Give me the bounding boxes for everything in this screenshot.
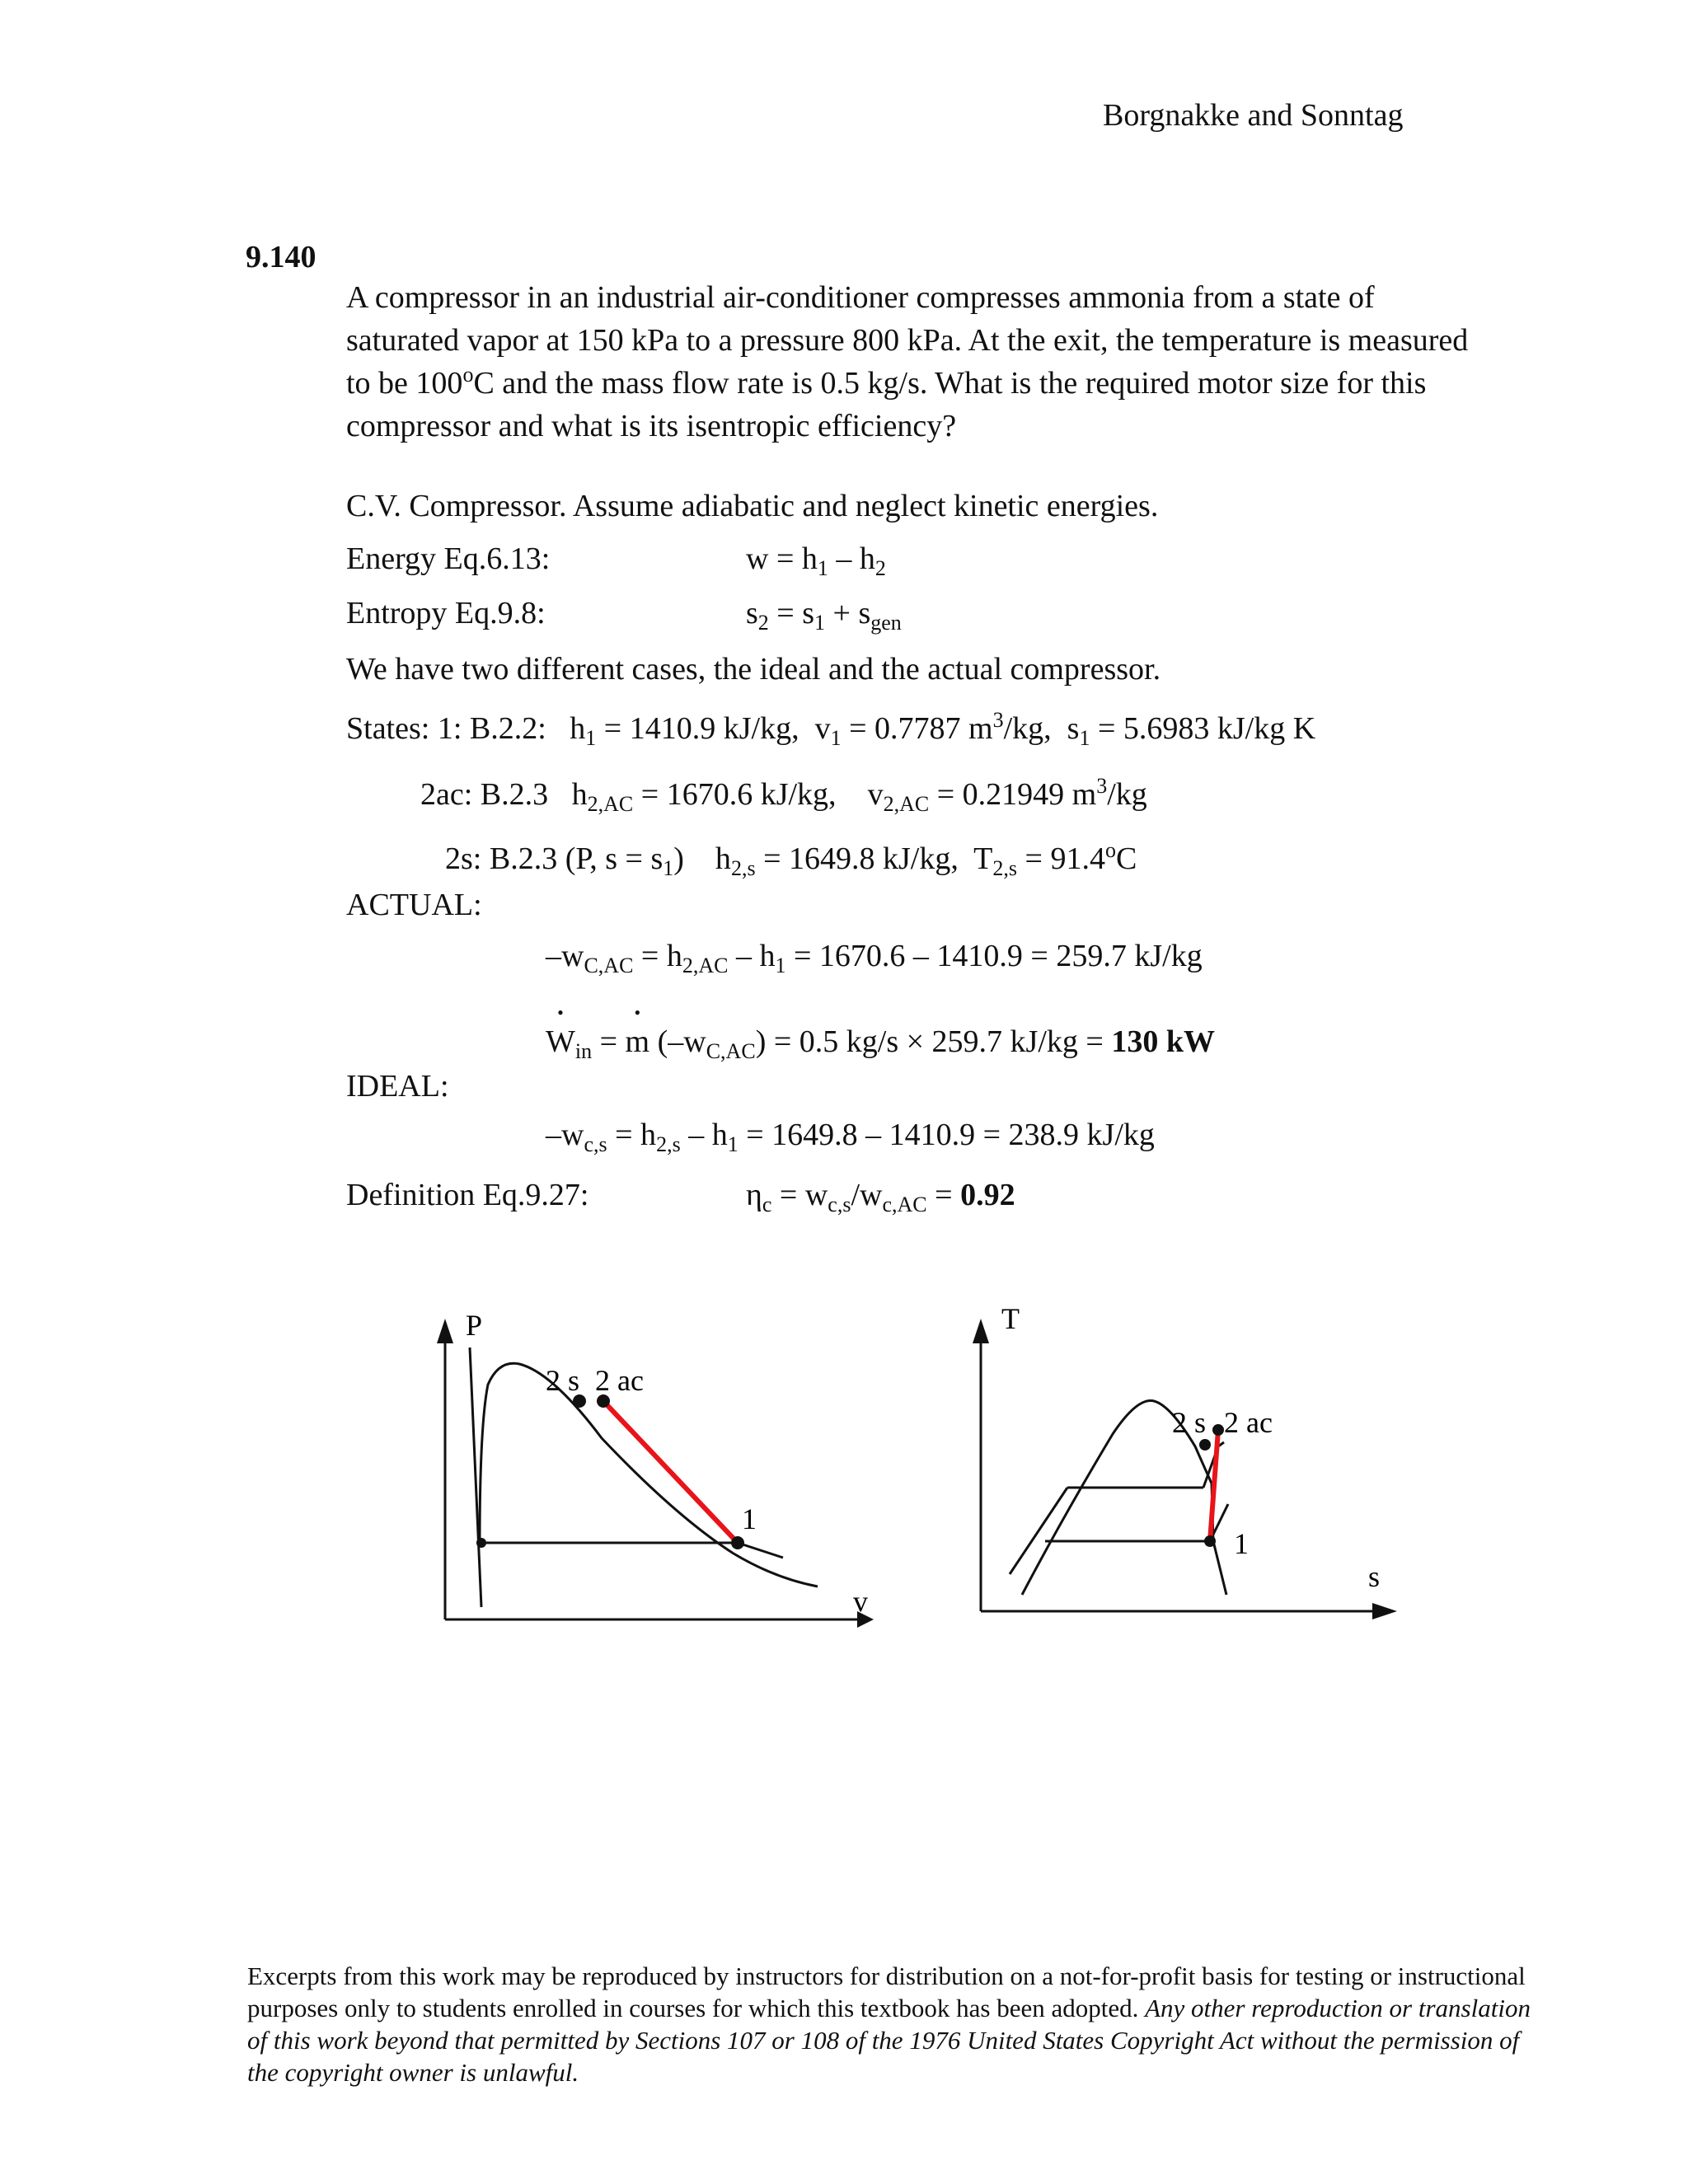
ts-s-label: s (1368, 1560, 1381, 1593)
pv-state-f (476, 1538, 486, 1548)
ideal-work-equation: $-w_{c,s} = h_{2,s} - h_1 = 1649.8 - 1410.9 = 238.9$ kJ/kg (546, 1118, 1155, 1156)
ts-label-1: 1 (1234, 1527, 1249, 1560)
pv-state-1 (731, 1536, 744, 1549)
pv-v-label: v (853, 1585, 868, 1618)
pv-p-label: P (466, 1309, 483, 1342)
power-result: 130 kW (1111, 1024, 1215, 1059)
efficiency-result: 0.92 (960, 1178, 1015, 1212)
efficiency-equation: $\eta_c = w_{c,s}/w_{c,AC} = 0.92$ (746, 1178, 1015, 1216)
state-1-line: States: 1: B.2.2: $h_1 = 1410.9$ kJ/kg, $v_1 = 0.7787$ $m^3/kg$, $s_1 = 5.6983$ kJ/kg K (346, 708, 1316, 750)
ts-label-2ac: 2 ac (1224, 1406, 1273, 1439)
cv-statement: C.V. Compressor. Assume adiabatic and neglect kinetic energies. (346, 489, 1159, 523)
cases-statement: We have two different cases, the ideal and the actual compressor. (346, 652, 1161, 687)
ideal-label: IDEAL: (346, 1069, 449, 1104)
state-2s-line: 2s: B.2.3 (P, $s = s_1$) $h_{2,s} = 1649.8$ kJ/kg, $T_{2,s} = 91.4^oC$ (445, 838, 1137, 880)
entropy-equation: $s_2 = s_1 + s_{gen}$ (746, 596, 902, 635)
actual-label: ACTUAL: (346, 888, 482, 922)
energy-equation: $w = h_1 - h_2$ (746, 541, 886, 580)
pv-p-axis-arrow (437, 1319, 453, 1343)
ts-t-label: T (1001, 1302, 1020, 1335)
pv-process-line (603, 1401, 738, 1543)
entropy-label: Entropy Eq.9.8: (346, 596, 546, 630)
ts-state-2s (1199, 1439, 1211, 1451)
pv-label-1: 1 (742, 1502, 757, 1535)
definition-label: Definition Eq.9.27: (346, 1178, 589, 1212)
power-equation: • $W_{in}$ = • m $(-w_{C,AC}) = 0.5$ kg/s × 259.7 kJ/kg = 130 kW (546, 1024, 1215, 1060)
state-2ac-line: 2ac: B.2.3 $h_{2,AC} = 1670.6$ kJ/kg, $v_{2,AC} = 0.21949$ $m^3/kg$ (420, 774, 1147, 816)
ts-state-1 (1204, 1535, 1216, 1547)
problem-number: 9.140 (246, 240, 316, 274)
pv-diagram (412, 1294, 907, 1640)
ts-diagram (948, 1294, 1409, 1624)
header-authors: Borgnakke and Sonntag (1103, 98, 1404, 133)
pv-isobar-ext (738, 1543, 783, 1558)
ts-label-2s: 2 s (1172, 1406, 1207, 1439)
copyright-footer: Excerpts from this work may be reproduced by instructors for distribution on a not-for-profit basis for testing or instructional purposes only to students enrolled in courses for which this textbook has been adopted. Any other reproduction or translation of this work beyond that permitted by Sections 107 or 108 of the 1976 United States Copyright Act without the permission of the copyright owner is unlawful. (247, 1961, 1531, 2087)
ts-liquid-line (1010, 1488, 1067, 1574)
ts-state-2ac (1212, 1424, 1224, 1436)
energy-label: Energy Eq.6.13: (346, 541, 551, 576)
pv-label-2s: 2 s (546, 1364, 580, 1397)
actual-work-equation: $-w_{C,AC} = h_{2,AC} - h_1 = 1670.6 - 1410.9 = 259.7$ kJ/kg (546, 939, 1203, 977)
pv-label-2ac: 2 ac (595, 1364, 644, 1397)
problem-statement: A compressor in an industrial air-conditioner compresses ammonia from a state of saturated vapor at 150 kPa to a pressure 800 kPa. At the exit, the temperature is measured to be 100$^o$C and the mass flow rate is 0.5 kg/s. What is the required motor size for this compressor and what is its isentropic efficiency? (346, 280, 1469, 443)
ts-t-axis-arrow (973, 1319, 989, 1343)
ts-s-axis-arrow (1372, 1603, 1397, 1619)
